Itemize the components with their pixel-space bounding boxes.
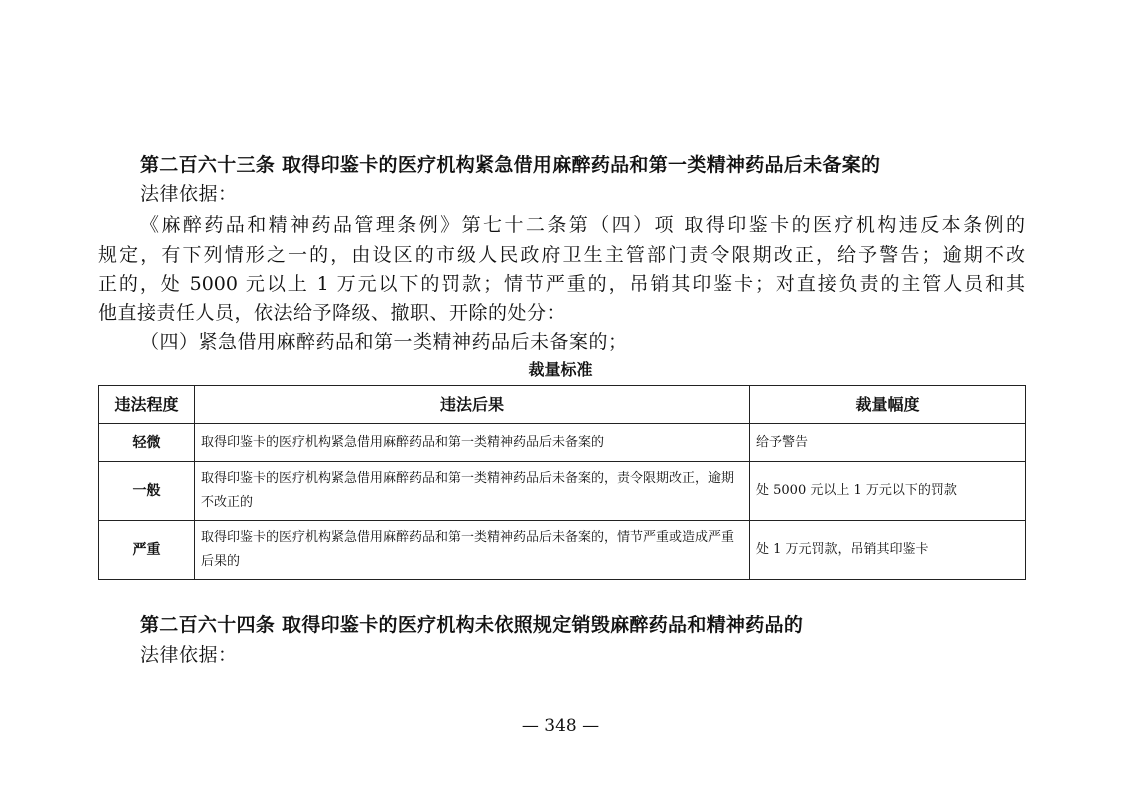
discretion-standard-table [98,385,1026,580]
article-264-heading: 第二百六十四条 取得印鉴卡的医疗机构未依照规定销毁麻醉药品和精神药品的 [140,614,804,636]
row-level: 轻微 [99,424,195,462]
header-violation-consequence: 违法后果 [195,386,750,424]
table-row [99,462,1026,521]
article-264-basis-label: 法律依据： [140,644,238,666]
header-violation-level: 违法程度 [99,386,195,424]
article-263-heading: 第二百六十三条 取得印鉴卡的医疗机构紧急借用麻醉药品和第一类精神药品后未备案的 [140,154,881,176]
page-number: — 348 — [521,716,600,736]
row-range: 处 5000 元以上 1 万元以下的罚款 [750,462,1026,521]
article-263-item-four: （四）紧急借用麻醉药品和第一类精神药品后未备案的； [140,331,628,353]
row-level: 一般 [99,462,195,521]
row-consequence: 取得印鉴卡的医疗机构紧急借用麻醉药品和第一类精神药品后未备案的，责令限期改正，逾期不改正的 [195,462,750,521]
table-row [99,521,1026,580]
header-discretion-range: 裁量幅度 [750,386,1026,424]
row-consequence: 取得印鉴卡的医疗机构紧急借用麻醉药品和第一类精神药品后未备案的 [195,424,750,462]
row-consequence: 取得印鉴卡的医疗机构紧急借用麻醉药品和第一类精神药品后未备案的，情节严重或造成严重后果的 [195,521,750,580]
article-263-basis-line-1: 《麻醉药品和精神药品管理条例》第七十二条第（四）项 取得印鉴卡的医疗机构违反本条例的 [140,214,1025,236]
table-row [99,424,1026,462]
article-263-basis-line-3: 正的，处 5000 元以上 1 万元以下的罚款；情节严重的，吊销其印鉴卡；对直接负责的主管人员和其 [98,273,1025,295]
article-263-basis-line-2: 规定，有下列情形之一的，由设区的市级人民政府卫生主管部门责令限期改正，给予警告；逾期不改 [98,244,1025,266]
row-range: 处 1 万元罚款，吊销其印鉴卡 [750,521,1026,580]
standard-table-title: 裁量标准 [528,360,593,379]
row-range: 给予警告 [750,424,1026,462]
article-263-basis-label: 法律依据： [140,183,238,205]
table-header-row [99,386,1026,424]
article-263-basis-line-4: 他直接责任人员，依法给予降级、撤职、开除的处分： [98,302,567,324]
row-level: 严重 [99,521,195,580]
